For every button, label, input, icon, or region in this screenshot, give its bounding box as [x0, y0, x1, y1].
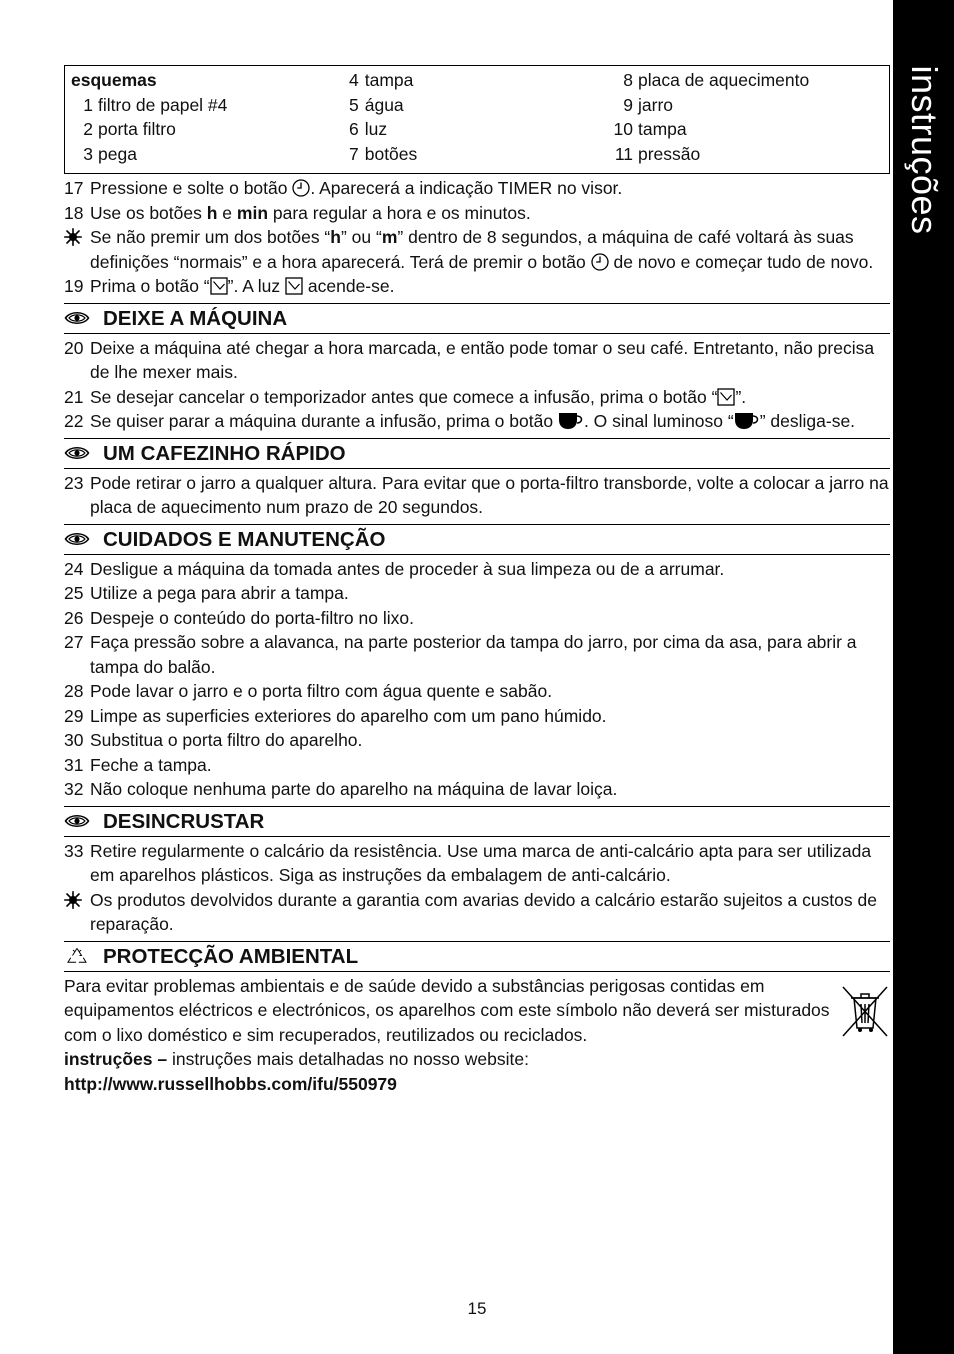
schema-item: 1 filtro de papel #4 — [83, 94, 228, 115]
clock-icon — [292, 179, 310, 197]
step-22: 22 Se quiser parar a máquina durante a infusão, prima o botão . O sinal luminoso “ ” desliga-se. — [64, 411, 856, 431]
section-heading-environment: PROTECÇÃO AMBIENTAL — [64, 941, 890, 972]
step-20: 20 Deixe a máquina até chegar a hora marcada, e então pode tomar o seu café. Entretanto, não precisa de lhe mexer mais. — [64, 337, 875, 382]
environment-text: Para evitar problemas ambientais e de saúde devido a substâncias perigosas contidas em equipamentos eléctricos e electrónicos, os aparelhos com este símbolo não deverá ser misturados com o lixo doméstico e sim recuperados, reutilizados ou reciclados. — [64, 975, 830, 1045]
step-18: 18 Use os botões h e min para regular a hora e os minutos. — [64, 202, 531, 223]
section-heading-descale: DESINCRUSTAR — [64, 806, 890, 837]
eye-icon — [64, 530, 90, 548]
cup-icon — [558, 412, 584, 430]
tip-descale: Os produtos devolvidos durante a garantia com avarias devido a calcário estarão sujeitos a custos de reparação. — [64, 888, 890, 937]
eye-icon — [64, 444, 90, 462]
website-link[interactable]: http://www.russellhobbs.com/ifu/550979 — [64, 1073, 397, 1094]
timer-button-icon — [717, 388, 735, 406]
schema-item: 10 tampa — [613, 119, 687, 139]
crossed-out-bin-icon — [840, 984, 890, 1040]
list-item: 28 Pode lavar o jarro e o porta filtro com água quente e sabão. — [64, 681, 553, 701]
list-item: 31 Feche a tampa. — [64, 754, 212, 775]
side-tab-title: instruções — [903, 65, 945, 235]
schema-item: 4 tampa — [349, 70, 414, 90]
list-item: 26 Despeje o conteúdo do porta-filtro no lixo. — [64, 607, 414, 628]
schema-item: 7 botões — [349, 143, 418, 164]
list-item: 29 Limpe as superficies exteriores do aparelho com um pano húmido. — [64, 705, 607, 726]
leave-steps — [64, 336, 890, 434]
environment-block — [64, 974, 890, 1097]
recycle-icon — [64, 947, 90, 965]
sun-icon — [64, 228, 82, 246]
timer-steps — [64, 176, 890, 299]
schema-item: 9 jarro — [623, 94, 674, 115]
schema-item: 2 porta filtro — [83, 119, 176, 139]
tip-timer: Se não premir um dos botões “h” ou “m” dentro de 8 segundos, a máquina de café voltará às suas definições “normais” e a hora aparecerá. Terá de premir o botão de novo e começar tudo de novo. — [64, 225, 890, 274]
list-item: 32 Não coloque nenhuma parte do aparelho na máquina de lavar loiça. — [64, 779, 618, 799]
cup-icon — [734, 412, 760, 430]
step-33: 33 Retire regularmente o calcário da resistência. Use uma marca de anti-calcário apta para ser utilizada em aparelhos plásticos. Siga as instruções da embalagem de anti-calcário. — [64, 840, 872, 885]
section-heading-leave: DEIXE A MÁQUINA — [64, 303, 890, 334]
eye-icon — [64, 812, 90, 830]
timer-light-icon — [285, 277, 303, 295]
instructions-line: instruções – instruções mais detalhadas no nosso website: — [64, 1049, 529, 1069]
step-19: 19 Prima o botão “ ”. A luz acende-se. — [64, 276, 395, 296]
section-heading-quick: UM CAFEZINHO RÁPIDO — [64, 438, 890, 469]
list-item: 24 Desligue a máquina da tomada antes de proceder à sua limpeza ou de a arrumar. — [64, 558, 725, 579]
side-tab — [893, 0, 954, 1354]
schema-column-3 — [611, 68, 809, 166]
schema-item: 5 água — [349, 94, 404, 115]
care-steps — [64, 557, 890, 802]
timer-button-icon — [210, 277, 228, 295]
descale-steps — [64, 839, 890, 937]
list-item: 25 Utilize a pega para abrir a tampa. — [64, 583, 349, 603]
schema-item: 11 pressão — [614, 143, 701, 164]
schema-legend-box — [64, 65, 890, 174]
step-23: 23 Pode retirar o jarro a qualquer altura. Para evitar que o porta-filtro transborde, volte a colocar a jarro na placa de aquecimento num prazo de 20 segundos. — [64, 472, 889, 517]
list-item: 27 Faça pressão sobre a alavanca, na parte posterior da tampa do jarro, por cima da asa, para abrir a tampa do balão. — [64, 632, 857, 677]
clock-icon — [591, 253, 609, 271]
step-21: 21 Se desejar cancelar o temporizador antes que comece a infusão, prima o botão “ ”. — [64, 386, 747, 407]
step-17: 17 Pressione e solte o botão . Aparecerá a indicação TIMER no visor. — [64, 178, 623, 198]
page-number: 15 — [467, 1299, 487, 1318]
list-item: 30 Substitua o porta filtro do aparelho. — [64, 730, 363, 750]
schema-item: 8 placa de aquecimento — [623, 70, 810, 90]
page-content — [64, 65, 890, 1096]
quick-steps — [64, 471, 890, 520]
schema-item: 3 pega — [83, 143, 137, 164]
schema-item: 6 luz — [349, 119, 388, 139]
schema-column-1 — [71, 68, 227, 166]
schema-column-2 — [349, 68, 417, 166]
section-heading-care: CUIDADOS E MANUTENÇÃO — [64, 524, 890, 555]
schema-title: esquemas — [71, 70, 157, 90]
sun-icon — [64, 891, 82, 909]
eye-icon — [64, 309, 90, 327]
